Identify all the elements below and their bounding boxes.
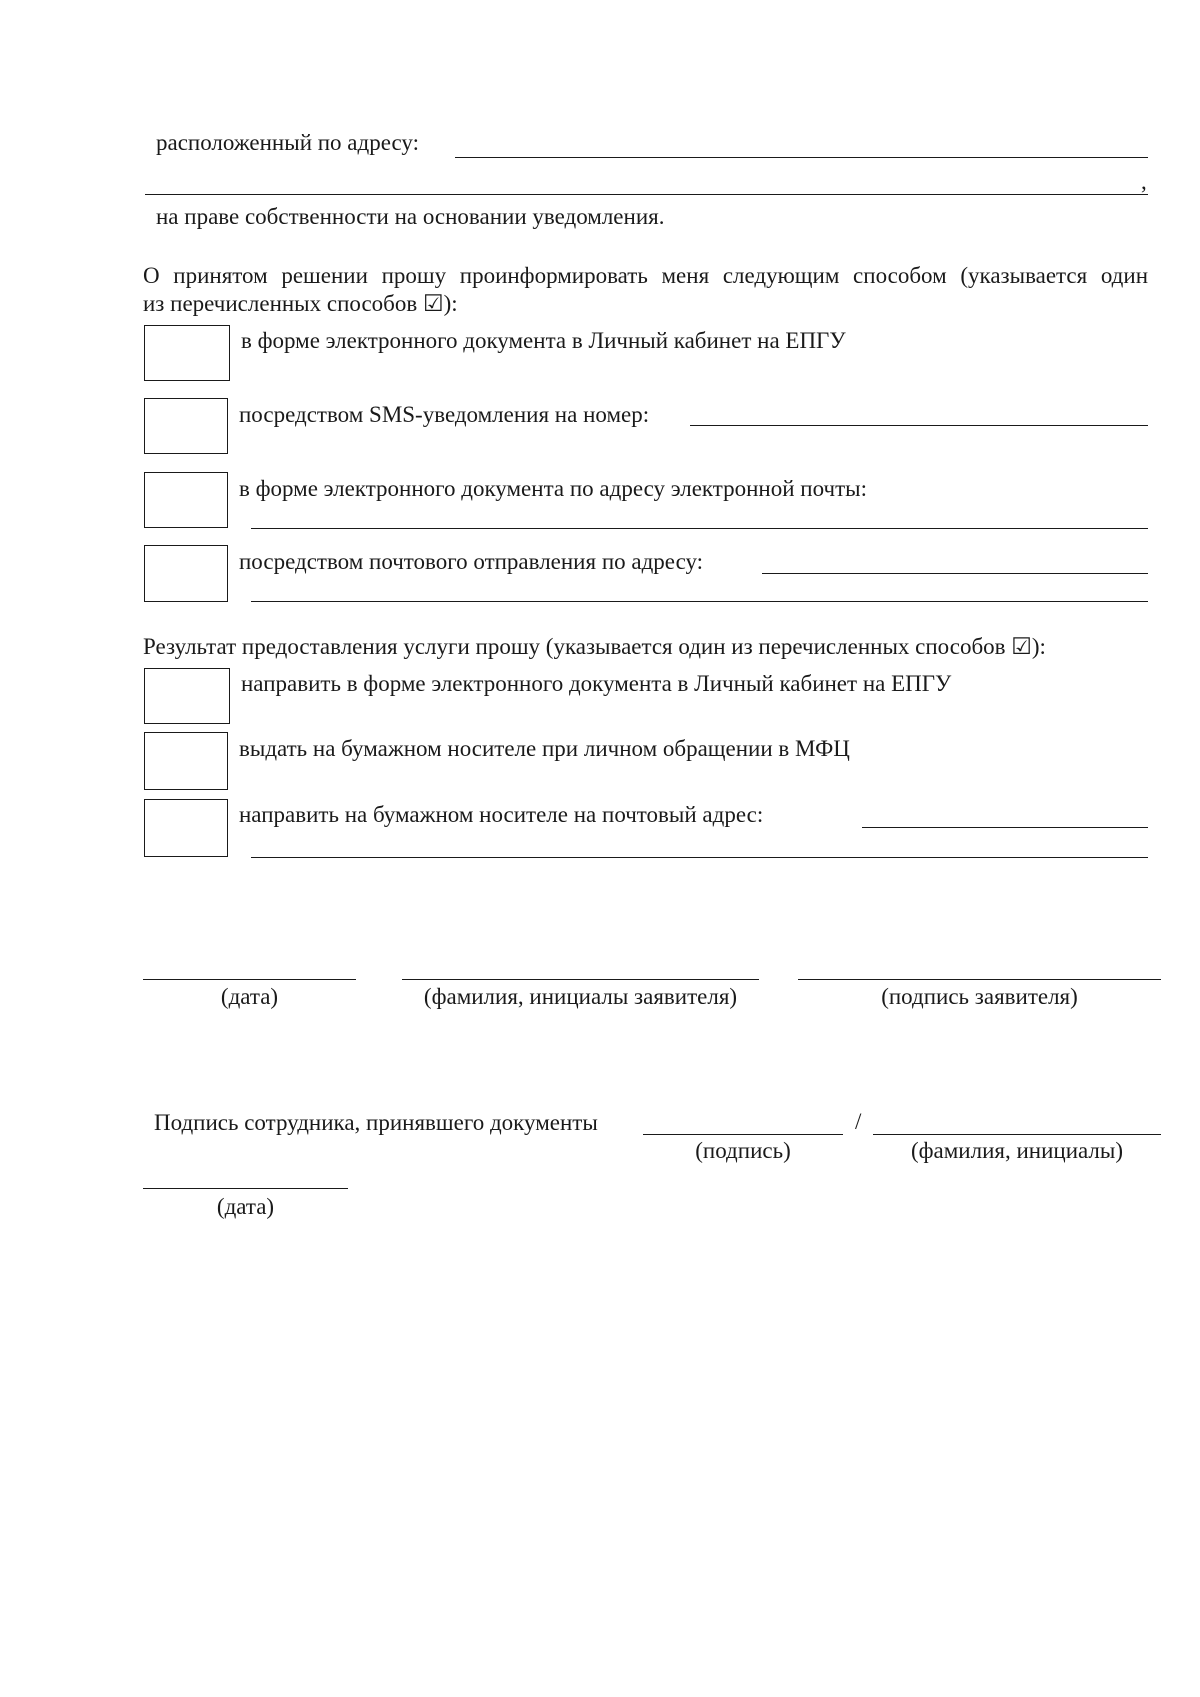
result-mail-address-line-2[interactable] — [251, 857, 1148, 858]
result-checkbox-mail[interactable] — [144, 799, 228, 857]
address-field-line-2[interactable] — [145, 194, 1148, 195]
notify-checkbox-epgu[interactable] — [144, 325, 230, 381]
post-address-line-1[interactable] — [762, 573, 1148, 574]
slash-separator: / — [855, 1109, 862, 1134]
ownership-text: на праве собственности на основании уведомления. — [156, 204, 665, 229]
date-signature-line[interactable] — [143, 979, 356, 980]
staff-signature-caption: (подпись) — [695, 1138, 791, 1163]
address-field-line-1[interactable] — [455, 157, 1148, 158]
staff-signature-label: Подпись сотрудника, принявшего документы — [154, 1110, 598, 1135]
applicant-name-caption: (фамилия, инициалы заявителя) — [423, 984, 738, 1009]
result-option-epgu: направить в форме электронного документа в Личный кабинет на ЕПГУ — [241, 671, 952, 696]
result-option-mfc: выдать на бумажном носителе при личном обращении в МФЦ — [239, 736, 850, 761]
result-option-mail: направить на бумажном носителе на почтовый адрес: — [239, 802, 764, 827]
address-label: расположенный по адресу: — [156, 130, 419, 155]
staff-date-line[interactable] — [143, 1188, 348, 1189]
result-mail-address-line-1[interactable] — [862, 827, 1148, 828]
staff-name-caption: (фамилия, инициалы) — [910, 1138, 1124, 1163]
date-caption: (дата) — [220, 984, 279, 1009]
notify-intro-line-2: из перечисленных способов ☑): — [143, 291, 458, 316]
sms-number-line[interactable] — [690, 425, 1148, 426]
staff-date-caption: (дата) — [216, 1194, 275, 1219]
notify-option-email: в форме электронного документа по адресу электронной почты: — [239, 476, 867, 501]
notify-checkbox-post[interactable] — [144, 545, 228, 602]
result-checkbox-epgu[interactable] — [144, 668, 230, 724]
notify-option-epgu: в форме электронного документа в Личный кабинет на ЕПГУ — [241, 328, 846, 353]
notify-checkbox-email[interactable] — [144, 472, 228, 528]
staff-name-line[interactable] — [873, 1134, 1161, 1135]
result-intro: Результат предоставления услуги прошу (указывается один из перечисленных способов ☑): — [143, 634, 1046, 659]
notify-option-sms: посредством SMS-уведомления на номер: — [239, 402, 650, 427]
notify-checkbox-sms[interactable] — [144, 398, 228, 454]
notify-option-post: посредством почтового отправления по адресу: — [239, 549, 704, 574]
applicant-signature-caption: (подпись заявителя) — [881, 984, 1078, 1009]
post-address-line-2[interactable] — [251, 601, 1148, 602]
result-checkbox-mfc[interactable] — [144, 732, 228, 790]
email-address-line[interactable] — [251, 528, 1148, 529]
applicant-signature-line[interactable] — [798, 979, 1161, 980]
address-comma: , — [1141, 169, 1147, 194]
applicant-name-line[interactable] — [402, 979, 759, 980]
notify-intro-line-1: О принятом решении прошу проинформировать меня следующим способом (указывается один — [143, 263, 1148, 288]
staff-signature-line[interactable] — [643, 1134, 843, 1135]
